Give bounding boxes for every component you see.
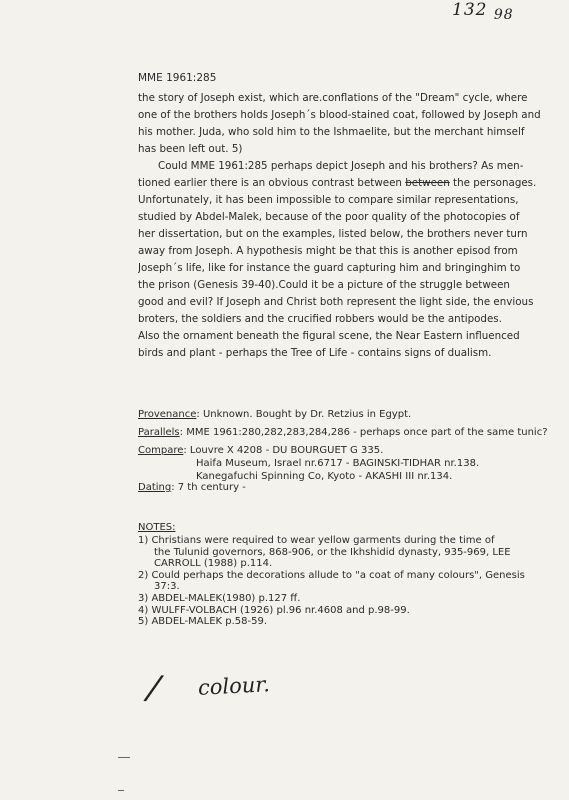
text-line: Also the ornament beneath the figural scene, the Near Eastern influenced <box>138 330 520 342</box>
text-line: his mother. Juda, who sold him to the Ishmaelite, but the merchant himself <box>138 126 525 138</box>
parallels-entry: Parallels: MME 1961:280,282,283,284,286 - perhaps once part of the same tunic? <box>138 427 548 438</box>
text-line: away from Joseph. A hypothesis might be that this is another episod from <box>138 245 518 257</box>
note-item: 1) Christians were required to wear yellow garments during the time of <box>138 535 495 546</box>
text-line: one of the brothers holds Joseph´s blood-stained coat, followed by Joseph and <box>138 109 541 121</box>
handwritten-page-number: 132 $_{98}$ <box>452 0 514 23</box>
notes-heading: NOTES: <box>138 522 176 533</box>
note-item: 5) ABDEL-MALEK p.58-59. <box>138 616 268 628</box>
text-line-with-strike: tioned earlier there is an obvious contrast between between the personages. <box>138 177 537 189</box>
text-line: has been left out. 5) <box>138 143 243 155</box>
text-line: the prison (Genesis 39-40).Could it be a picture of the struggle between <box>138 279 510 291</box>
note-continuation: the Tulunid governors, 868-906, or the Ikhshidid dynasty, 935-969, LEE <box>154 546 511 558</box>
note-item: 2) Could perhaps the decorations allude to "a coat of many colours", Genesis <box>138 569 525 581</box>
stray-pen-mark <box>118 790 124 791</box>
handwritten-word: colour. <box>197 672 271 700</box>
text-line: broters, the soldiers and the crucified robbers would be the antipodes. <box>138 313 502 325</box>
text-line: studied by Abdel-Malek, because of the poor quality of the photocopies of <box>138 211 520 223</box>
text-line: the story of Joseph exist, which are.conflations of the "Dream" cycle, where <box>138 92 528 104</box>
struck-word: between <box>405 177 450 189</box>
text-line: Joseph´s life, like for instance the guard capturing him and bringinghim to <box>138 262 521 274</box>
text-line: her dissertation, but on the examples, listed below, the brothers never turn <box>138 228 528 240</box>
note-item: 4) WULFF-VOLBACH (1926) pl.96 nr.4608 and p.98-99. <box>138 604 410 616</box>
body-paragraph <box>138 90 558 362</box>
note-continuation: 37:3. <box>154 581 180 593</box>
dating-entry: Dating: 7 th century - <box>138 482 246 493</box>
section-heading: MME 1961:285 <box>138 72 217 84</box>
text-line: Could MME 1961:285 perhaps depict Joseph and his brothers? As men- <box>158 160 524 172</box>
text-line: Unfortunately, it has been impossible to compare similar representations, <box>138 194 519 206</box>
text-line: birds and plant - perhaps the Tree of Life - contains signs of dualism. <box>138 347 492 359</box>
note-continuation: CARROLL (1988) p.114. <box>154 558 273 570</box>
compare-entry: Compare: Louvre X 4208 - DU BOURGUET G 335. Haifa Museum, Israel nr.6717 - BAGINSKI-TIDHAR nr.138. Kanegafuchi Spinning Co, Kyoto - AKASHI III nr.134. <box>138 445 480 482</box>
provenance-entry: Provenance: Unknown. Bought by Dr. Retzius in Egypt. <box>138 409 412 420</box>
note-item: 3) ABDEL-MALEK(1980) p.127 ff. <box>138 592 301 604</box>
stray-pen-mark <box>118 757 130 758</box>
notes-list <box>138 535 525 628</box>
handwritten-slash: / <box>145 667 163 709</box>
text-line: good and evil? If Joseph and Christ both represent the light side, the envious <box>138 296 534 308</box>
